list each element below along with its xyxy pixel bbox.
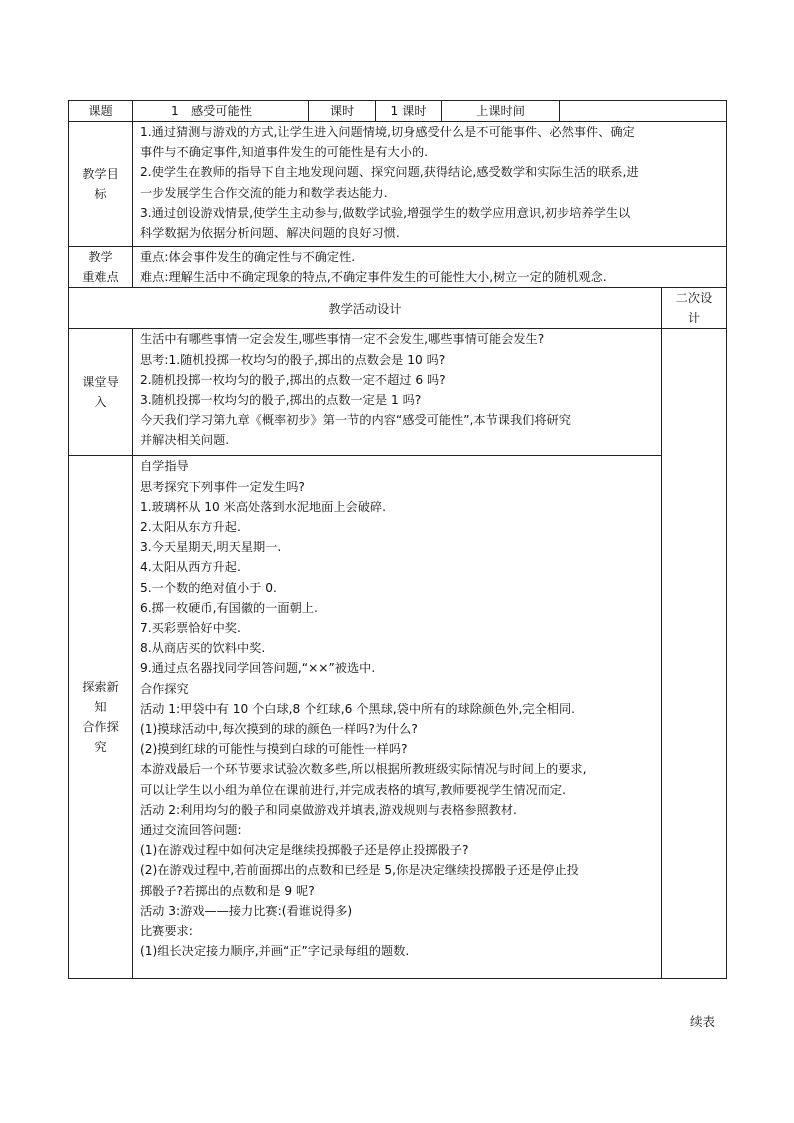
objectives-label-line1: 教学目 xyxy=(82,167,119,181)
second-design-cell xyxy=(662,329,727,979)
key-point-line: 难点:理解生活中不确定现象的特点,不确定事件发生的可能性大小,树立一定的随机观念. xyxy=(140,270,607,285)
explore-line: 活动 1:甲袋中有 10 个白球,8 个红球,6 个黑球,袋中所有的球除颜色外,完全相同. xyxy=(140,701,576,716)
second-design-line2: 计 xyxy=(687,311,701,326)
intro-content xyxy=(133,329,662,456)
header-row xyxy=(69,101,727,122)
intro-row xyxy=(69,329,727,456)
explore-label-line2: 知 xyxy=(94,700,107,715)
explore-line: 7.买彩票恰好中奖. xyxy=(140,621,241,636)
explore-line: 可以让学生以小组为单位在课前进行,并完成表格的填写,教师要视学生情况而定. xyxy=(140,782,566,797)
objective-line: 科学数据为依据分析问题、解决问题的良好习惯. xyxy=(140,226,400,241)
objectives-row xyxy=(69,122,727,247)
objective-line: 3.通过创设游戏情景,使学生主动参与,做数学试验,增强学生的数学应用意识,初步培养学生以 xyxy=(140,205,631,220)
intro-line: 今天我们学习第九章《概率初步》第一节的内容“感受可能性”,本节课我们将研究 xyxy=(140,413,571,428)
objective-line: 一步发展学生合作交流的能力和数学表达能力. xyxy=(140,185,388,200)
second-design-header xyxy=(662,288,727,329)
intro-label-line2: 入 xyxy=(94,395,107,410)
explore-line: 4.太阳从西方升起. xyxy=(140,560,241,575)
intro-line: 3.随机投掷一枚均匀的骰子,掷出的点数一定是 1 吗? xyxy=(140,393,422,408)
explore-line: (1)组长决定接力顺序,并画“正”字记录每组的题数. xyxy=(140,944,410,959)
intro-line: 并解决相关问题. xyxy=(140,433,230,448)
key-point-line: 重点:体会事件发生的确定性与不确定性. xyxy=(140,250,356,264)
class-time-value xyxy=(560,101,727,122)
class-time-label: 上课时间 xyxy=(442,101,560,122)
explore-line: 合作探究 xyxy=(140,681,189,696)
objective-line: 2.使学生在教师的指导下自主地发现问题、探究问题,获得结论,感受数学和实际生活的联系,进 xyxy=(140,165,639,180)
topic-label: 课题 xyxy=(69,101,133,122)
explore-line: 5.一个数的绝对值小于 0. xyxy=(140,580,277,595)
explore-content xyxy=(133,456,662,979)
intro-line: 2.随机投掷一枚均匀的骰子,掷出的点数一定不超过 6 吗? xyxy=(140,372,446,387)
objectives-label-line2: 标 xyxy=(94,187,107,201)
explore-line: 自学指导 xyxy=(140,459,189,474)
objective-line: 事件与不确定事件,知道事件发生的可能性是有大小的. xyxy=(140,145,429,160)
explore-line: 通过交流回答问题: xyxy=(140,823,242,838)
explore-label-line3: 合作探 xyxy=(82,720,119,735)
lesson-plan-table xyxy=(68,100,727,979)
explore-line: (1)在游戏过程中如何决定是继续投掷骰子还是停止投掷骰子? xyxy=(140,843,469,858)
intro-line: 生活中有哪些事情一定会发生,哪些事情一定不会发生,哪些事情可能会发生? xyxy=(140,332,545,347)
explore-line: (2)在游戏过程中,若前面掷出的点数和已经是 5,你是决定继续投掷骰子还是停止投 xyxy=(140,863,579,878)
hours-label: 课时 xyxy=(309,101,376,122)
explore-line: 8.从商店买的饮料中奖. xyxy=(140,641,266,656)
key-points-row xyxy=(69,247,727,288)
explore-line: 2.太阳从东方升起. xyxy=(140,520,241,535)
explore-line: 思考探究下列事件一定发生吗? xyxy=(140,479,305,494)
objectives-label xyxy=(69,122,133,247)
topic-value: 1 感受可能性 xyxy=(133,101,309,122)
key-points-label xyxy=(69,247,133,288)
explore-line: 9.通过点名器找同学回答问题,“××”被选中. xyxy=(140,661,376,676)
explore-line: 掷骰子?若掷出的点数和是 9 呢? xyxy=(140,883,315,898)
continued-note: 续表 xyxy=(690,1014,716,1029)
explore-label-line1: 探索新 xyxy=(82,680,119,695)
intro-label xyxy=(69,329,133,456)
hours-value: 1 课时 xyxy=(376,101,442,122)
explore-line: (1)摸球活动中,每次摸到的球的颜色一样吗?为什么? xyxy=(140,722,418,737)
explore-line: 活动 3:游戏——接力比赛:(看谁说得多) xyxy=(140,903,353,918)
explore-label xyxy=(69,456,133,979)
explore-line: 本游戏最后一个环节要求试验次数多些,所以根据所教班级实际情况与时间上的要求, xyxy=(140,762,587,777)
intro-line: 思考:1.随机投掷一枚均匀的骰子,掷出的点数会是 10 吗? xyxy=(140,352,446,367)
key-points-content xyxy=(133,247,727,288)
objectives-content xyxy=(133,122,727,247)
explore-row xyxy=(69,456,727,979)
key-points-label-line2: 重难点 xyxy=(82,270,119,285)
explore-line: (2)摸到红球的可能性与摸到白球的可能性一样吗? xyxy=(140,742,408,757)
explore-label-line4: 究 xyxy=(94,740,107,755)
key-points-label-line1: 教学 xyxy=(88,250,113,265)
explore-line: 3.今天星期天,明天星期一. xyxy=(140,540,282,555)
activity-design-title: 教学活动设计 xyxy=(69,288,662,329)
second-design-line1: 二次设 xyxy=(675,291,713,306)
objective-line: 1.通过猜测与游戏的方式,让学生进入问题情境,切身感受什么是不可能事件、必然事件、确定 xyxy=(140,125,635,139)
explore-line: 比赛要求: xyxy=(140,924,193,939)
explore-line: 6.掷一枚硬币,有国徽的一面朝上. xyxy=(140,600,318,615)
activity-design-row xyxy=(69,288,727,329)
explore-line: 活动 2:利用均匀的骰子和同桌做游戏并填表,游戏规则与表格参照教材. xyxy=(140,802,517,817)
explore-line: 1.玻璃杯从 10 米高处落到水泥地面上会破碎. xyxy=(140,499,386,514)
intro-label-line1: 课堂导 xyxy=(82,375,119,390)
